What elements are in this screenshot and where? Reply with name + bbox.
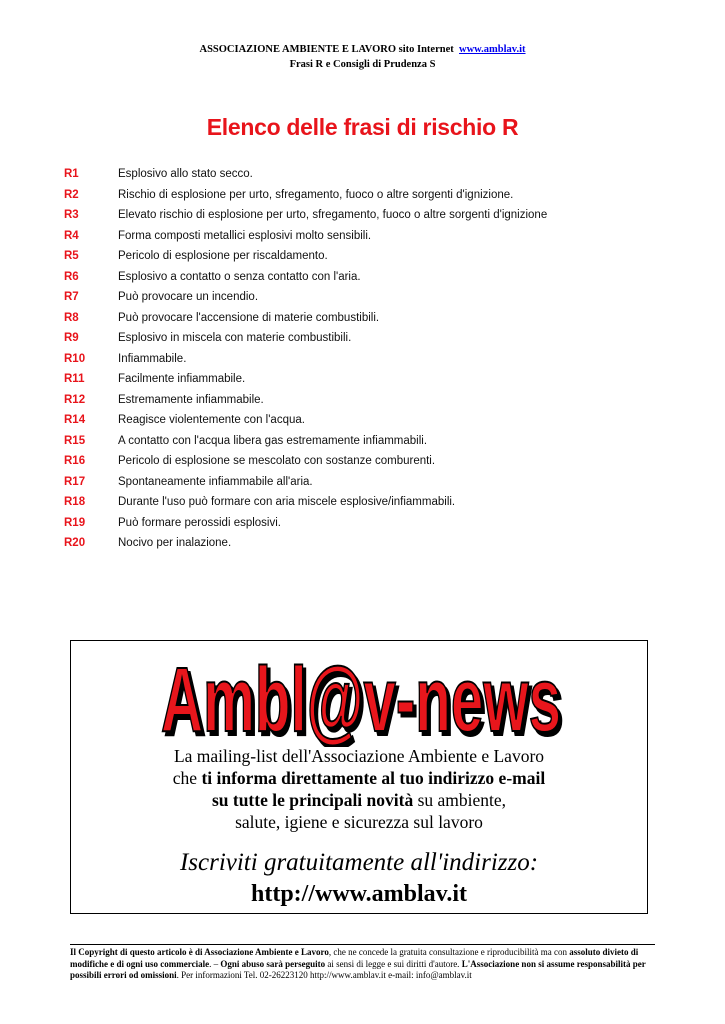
risk-phrase-row — [64, 246, 684, 267]
risk-code: R4 — [64, 229, 79, 242]
page-title: Elenco delle frasi di rischio R — [206, 114, 519, 140]
risk-phrase-row — [64, 369, 684, 390]
risk-phrase-row — [64, 328, 684, 349]
risk-phrase-row — [64, 472, 684, 493]
risk-description: Facilmente infiammabile. — [118, 373, 246, 386]
risk-description: Rischio di esplosione per urto, sfregamento, fuoco o altre sorgenti d'ignizione. — [118, 188, 514, 201]
newsbox-line4: salute, igiene e sicurezza sul lavoro — [235, 812, 483, 832]
risk-phrase-row — [64, 205, 684, 226]
risk-code: R19 — [64, 516, 86, 529]
risk-phrase-row — [64, 349, 684, 370]
newsbox-line3-rest: su ambiente, — [417, 790, 507, 810]
risk-code: R18 — [64, 496, 86, 509]
risk-code: R20 — [64, 537, 86, 550]
footer-part8: . Per informazioni Tel. 02-26223120 http://www.amblav.it e-mail: info@amblav.it — [176, 970, 472, 980]
risk-description: Reagisce violentemente con l'acqua. — [118, 414, 305, 427]
risk-code: R5 — [64, 250, 79, 263]
risk-phrase-row — [64, 267, 684, 288]
risk-description: Esplosivo in miscela con materie combustibili. — [118, 332, 352, 345]
risk-description: Può provocare l'accensione di materie combustibili. — [118, 311, 380, 324]
risk-phrase-row — [64, 431, 684, 452]
footer-part6: ai sensi di legge e sui diritti d'autore. — [327, 958, 460, 969]
risk-description: A contatto con l'acqua libera gas estremamente infiammabili. — [118, 434, 428, 447]
page-header — [0, 42, 725, 72]
risk-code: R9 — [64, 332, 79, 345]
newsbox-line1: La mailing-list dell'Associazione Ambiente e Lavoro — [173, 746, 545, 766]
risk-description: Durante l'uso può formare con aria miscele esplosive/infiammabili. — [118, 496, 456, 509]
risk-phrase-row — [64, 513, 684, 534]
risk-code: R10 — [64, 352, 86, 365]
footer-part5: Ogni abuso sarà perseguito — [220, 958, 326, 969]
risk-code: R12 — [64, 393, 86, 406]
risk-description: Pericolo di esplosione se mescolato con sostanze comburenti. — [118, 455, 436, 468]
risk-phrase-row — [64, 533, 684, 554]
risk-phrase-row — [64, 492, 684, 513]
risk-description: Infiammabile. — [118, 352, 187, 365]
risk-description: Spontaneamente infiammabile all'aria. — [118, 475, 313, 488]
footer-part1: Il Copyright di questo articolo è di Associazione Ambiente e Lavoro — [70, 947, 329, 957]
subscribe-url[interactable]: http://www.amblav.it — [250, 881, 468, 907]
risk-phrase-row — [64, 164, 684, 185]
risk-code: R11 — [64, 373, 85, 386]
newsbox-line2-bold: ti informa direttamente al tuo indirizzo e-mail — [201, 768, 546, 788]
risk-phrase-row — [64, 451, 684, 472]
newsletter-description — [71, 745, 647, 833]
header-org-line — [0, 42, 725, 57]
footer-part3: assoluto divieto di modifiche e di ogni uso commerciale — [70, 947, 639, 969]
amblav-news-logo — [151, 647, 571, 747]
risk-phrase-row — [64, 390, 684, 411]
risk-phrase-list — [64, 164, 684, 554]
copyright-footer — [70, 947, 655, 982]
risk-description: Elevato rischio di esplosione per urto, sfregamento, fuoco o altre sorgenti d'ignizione — [118, 209, 548, 222]
subscribe-cta: Iscriviti gratuitamente all'indirizzo: — [179, 849, 539, 876]
risk-code: R6 — [64, 270, 79, 283]
footer-divider — [70, 944, 655, 945]
risk-code: R1 — [64, 168, 79, 181]
footer-part2: , che ne concede la gratuita consultazione e riproducibilità ma con — [328, 947, 567, 957]
risk-description: Forma composti metallici esplosivi molto sensibili. — [118, 229, 372, 242]
risk-description: Pericolo di esplosione per riscaldamento. — [118, 250, 328, 263]
risk-phrase-row — [64, 308, 684, 329]
newsbox-line2 — [71, 767, 647, 789]
risk-description: Esplosivo allo stato secco. — [118, 168, 253, 181]
risk-description: Nocivo per inalazione. — [118, 537, 232, 550]
risk-description: Può formare perossidi esplosivi. — [118, 516, 281, 529]
risk-phrase-row — [64, 185, 684, 206]
risk-description: Può provocare un incendio. — [118, 291, 259, 304]
risk-code: R8 — [64, 311, 79, 324]
logo-text: Ambl@v-news — [161, 649, 561, 747]
site-link[interactable]: www.amblav.it — [459, 44, 526, 55]
newsletter-box — [70, 640, 648, 914]
footer-part4: . – — [209, 958, 219, 969]
risk-phrase-row — [64, 410, 684, 431]
risk-code: R3 — [64, 209, 79, 222]
newsbox-line3-bold: su tutte le principali novità — [211, 790, 414, 810]
risk-phrase-row — [64, 226, 684, 247]
risk-code: R17 — [64, 475, 86, 488]
risk-code: R14 — [64, 414, 86, 427]
risk-code: R16 — [64, 455, 86, 468]
newsbox-line2-prefix: che — [172, 768, 198, 788]
risk-code: R7 — [64, 291, 79, 304]
footer-part7: L'Associazione non si assume responsabilità per possibili errori od omissioni — [70, 958, 646, 980]
header-org-text: ASSOCIAZIONE AMBIENTE E LAVORO sito Internet — [199, 44, 454, 55]
risk-description: Estremamente infiammabile. — [118, 393, 264, 406]
risk-code: R2 — [64, 188, 79, 201]
header-subtitle: Frasi R e Consigli di Prudenza S — [289, 59, 436, 70]
amblav-news-logo-graphic — [151, 647, 571, 747]
risk-description: Esplosivo a contatto o senza contatto con l'aria. — [118, 270, 361, 283]
risk-code: R15 — [64, 434, 86, 447]
risk-phrase-row — [64, 287, 684, 308]
newsbox-line3 — [71, 789, 647, 811]
